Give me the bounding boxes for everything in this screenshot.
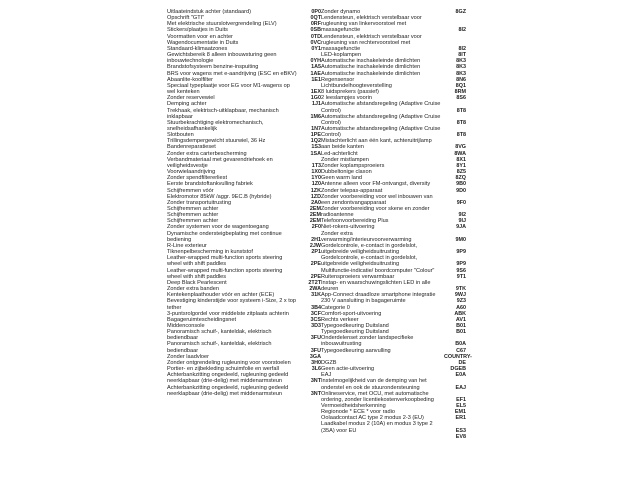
option-code: 1PE (310, 132, 321, 139)
option-code: 9P9 (456, 261, 466, 268)
option-code: 2P1 (311, 249, 321, 256)
option-code: 1G0 (310, 95, 321, 102)
option-description: Automatische inschakeleinde dimlichten (321, 64, 421, 71)
option-description: Categorie 0 (321, 304, 350, 311)
option-code: 9P9 (456, 249, 466, 256)
option-code: 9JA (456, 224, 466, 231)
option-code: 1A5 (311, 64, 321, 71)
option-code: 8Y1 (456, 162, 466, 169)
option-description: Zonder telepas-apparaat (321, 187, 383, 194)
option-code: 2WA (309, 286, 321, 293)
option-row (321, 206, 466, 218)
option-code: 3FU (310, 335, 321, 342)
option-code: 2EM (309, 206, 321, 212)
option-description: Typegoedkeuring Duitsland (321, 322, 389, 329)
option-code: B01 (456, 329, 466, 336)
option-row (167, 341, 321, 353)
option-description: Schijfremmen achter (167, 206, 219, 212)
option-code: 1EX (310, 89, 321, 96)
option-description: Automatische afstandsregeling (Adaptive Cruise Control) (321, 125, 441, 139)
option-row (167, 157, 321, 169)
option-description: Stickers/plaatjes in Duits (167, 27, 228, 34)
option-description: Schijfremmen achter (167, 212, 219, 219)
option-description: Schijfremmen vóór (167, 187, 214, 194)
option-code: 9Z3 (456, 298, 466, 305)
option-description: Opschrift "GTI" (167, 15, 205, 22)
option-code: 1ZD (310, 193, 321, 200)
option-code: EL5 (456, 403, 466, 409)
option-description: Onderdelenset zonder landspecifieke inbouwuitrusting (321, 335, 414, 348)
option-code: 1S3 (311, 144, 321, 151)
option-description: Multifunctie-indicatie/ boordcomputer "Colour" (321, 267, 435, 274)
option-description: BRS voor wagens met e-aandrijving (ESC en eBKV) (167, 70, 297, 77)
option-description: Elektromotor 85kW /aggr. 9EC.B (hybride) (167, 193, 272, 200)
option-description: Uitlaateindstuk achter (standaard) (167, 9, 251, 15)
option-row (321, 243, 466, 255)
option-code: 2PE (310, 261, 321, 268)
option-code: 8RM (454, 89, 466, 96)
option-description: Telefoonvoorbereiding Plus (321, 218, 389, 225)
option-code: 0VC (310, 39, 321, 46)
option-description: Oolaadcontact AC type 2 modus 2-3 (EU) (321, 415, 424, 422)
option-description: Zonder ontgrendeling rugleuning voor voorstoelen (167, 359, 291, 366)
option-description: Zonder reservewiel (167, 95, 215, 102)
option-description: Verbandmateriaal met gevarendriehoek en veiligheidsvestje (167, 156, 273, 169)
option-code: C67 (456, 347, 466, 354)
option-code: B01 (456, 322, 466, 329)
option-description: Regensensor (321, 76, 355, 83)
option-code: ES3 (455, 427, 466, 434)
option-description: Achterbankzitting ongedeeld, rugleuning gedeeld neerklapbaar (drie-delig) met middenarmsteun (167, 372, 289, 385)
option-code: 9B0 (456, 181, 466, 188)
option-description: Lendensteun, elektrisch verstelbaar voor rugleuning van rechtervoorstoel met massagefunctie (321, 33, 422, 52)
option-code: 1J1 (312, 101, 321, 108)
option-description: Leather-wrapped multi-function sports steering wheel with shift paddles (167, 267, 283, 280)
option-row (321, 421, 466, 433)
option-description: Bagageruimtescheidingsnet (167, 316, 237, 323)
option-code: A60 (456, 304, 466, 311)
option-code: 9IJ (458, 218, 466, 225)
option-code: 1SA (310, 150, 321, 157)
option-code: 9TK (455, 286, 466, 293)
option-description: Zonder koplampsproeiers (321, 162, 385, 169)
option-description: R-Line exterieur (167, 242, 207, 249)
option-description: Leather-wrapped multi-function sports steering wheel with shift paddles (167, 255, 283, 268)
option-code: 9WJ (454, 292, 466, 299)
option-description: Ruitensproeiers verwarmbaar (321, 273, 395, 280)
option-description: Zonder extra banden (167, 286, 219, 293)
option-code: 31K (311, 292, 321, 299)
option-description: Zonder extra verwarming/interieurvoorverwarming (321, 230, 412, 243)
option-description: Deep Black Pearlescent (167, 279, 227, 286)
option-description: Antenne alleen voor FM-ontvangst, diversity (321, 181, 431, 188)
option-code: 8T8 (456, 132, 466, 139)
option-description: Mistachterlicht aan één kant, achteruitrijlamp aan beide kanten (321, 138, 432, 151)
option-description: Zonder voorbereiding voor wel inbouwen van een zendontvangapparaat (321, 193, 433, 206)
option-description: Abaanlite-koolfilter (167, 76, 214, 83)
option-row (321, 126, 466, 138)
option-code: DGEB (450, 366, 466, 373)
equipment-list-left (167, 9, 321, 397)
option-description: DGZB (321, 359, 337, 366)
option-row (321, 280, 466, 292)
option-description: Onlineservice, met OCU, met automatische ordering, zonder licentiekostenverkoopbeding (321, 390, 434, 403)
option-code: 1T3 (311, 162, 321, 169)
option-description: Middenconsole (167, 322, 205, 329)
option-row (321, 194, 466, 206)
option-code: AV1 (455, 316, 466, 323)
option-description: Dubbeltonige claxon (321, 169, 372, 176)
option-description: Trekhaak, elektrisch-uitklapbaar, mechanisch inklapbaar (167, 107, 279, 120)
option-description: Instap- en waarschuwingslichten LED in alle deuren (321, 279, 431, 293)
option-code: 8WA (454, 150, 466, 157)
option-row (321, 231, 466, 243)
option-row (321, 434, 466, 440)
option-code: 3B4 (311, 304, 321, 311)
option-code: 3D3 (311, 322, 321, 329)
option-row (321, 335, 466, 347)
option-description: Zonder mistlampen (321, 156, 369, 163)
option-code: 2JW (309, 242, 321, 249)
option-description: Zonder transportuitrusting (167, 199, 232, 206)
option-description: Bevestiging kinderstijde voor systeem i-Size, 2 x top tether (167, 298, 297, 311)
option-code: 3NT (310, 390, 321, 397)
option-code: 1M6 (310, 113, 321, 120)
option-description: Voorwielaandrijving (167, 169, 216, 176)
option-row (321, 101, 466, 113)
option-code: 0RF (310, 21, 321, 28)
option-code: 3NT (310, 378, 321, 385)
option-description: Panoramisch schuif-, kanteldak, elektrisch bediendbaar (167, 341, 272, 354)
option-row (321, 15, 466, 33)
option-description: Zonder voorbereiding voor skene en zonder radioantenne (321, 206, 430, 219)
option-code: 1ZK (310, 187, 321, 194)
option-description: Comfort-sport-uitvoering (321, 310, 382, 317)
option-description: EAJ (321, 372, 332, 379)
option-row (167, 83, 321, 95)
option-code: 8T8 (456, 119, 466, 126)
option-description: Zonder laadvloer (167, 353, 209, 360)
option-code: ER1 (455, 415, 466, 422)
option-description: LED-koplampen (321, 52, 362, 59)
option-code: 1N7 (311, 125, 321, 132)
option-description: Voormatten voor en achter (167, 33, 233, 40)
option-code: 9I2 (458, 212, 466, 219)
option-code: 9F0 (456, 199, 466, 206)
option-code: ABK (454, 310, 466, 317)
option-description: Slotbouten (167, 132, 194, 139)
option-row (167, 329, 321, 341)
option-code: 3H0 (311, 359, 321, 366)
option-code: 0P0 (311, 9, 321, 15)
option-code: 2EM (309, 212, 321, 219)
option-description: Speciaal typeplaatje voor EG voor M1-wagens op wel kenteken (167, 82, 290, 96)
option-description: Schijfremmen achter (167, 218, 219, 225)
option-description: Lendensteun, elektrisch verstelbaar voor rugleuning van linkervoorstoel met massagefunctie (321, 15, 422, 34)
option-code: 3L6 (311, 366, 321, 373)
option-code: 3FU (310, 347, 321, 354)
option-description: Niet-rokers-uitvoering (321, 224, 375, 231)
option-code: 2H1 (311, 236, 321, 243)
option-description: Stuurbekrachtiging elektromechanisch, snelheidsafhankelijk (167, 119, 264, 132)
option-code: 1E1 (311, 76, 321, 83)
option-description: 2 leeslampjes voorin (321, 95, 372, 102)
option-description: Portier- en zijbekleding schuimfolie en werfall (167, 366, 279, 373)
option-description: Rechts verkeer (321, 316, 359, 323)
option-row (321, 353, 472, 366)
option-description: Demping achter (167, 101, 207, 108)
option-description: Led-achterlicht (321, 150, 358, 157)
option-description: Zonder dynamo (321, 9, 361, 15)
option-row (321, 34, 466, 52)
option-code: 8K3 (456, 64, 466, 71)
option-description: Trillingsdempergewicht stuurwiel, 36 Hz (167, 138, 266, 145)
option-description: Panoramisch schuif-, kanteldak, elektrisch bediendbaar (167, 329, 272, 342)
option-code: 8VG (455, 144, 466, 151)
option-code: 8GZ (455, 9, 466, 15)
option-code: E0A (455, 372, 466, 379)
option-code: 1Z0 (311, 181, 321, 188)
equipment-list-right (321, 9, 472, 440)
option-code: 3GA (309, 353, 321, 360)
option-code: 2EM (309, 218, 321, 225)
option-code: 9T1 (456, 273, 466, 280)
option-description: Bandenreparatieset (167, 144, 216, 151)
option-code: 1AE (310, 70, 321, 77)
option-code: 1Q2 (310, 138, 321, 145)
option-code: 8ZQ (455, 175, 466, 182)
option-code: B0A (455, 341, 466, 348)
option-description: Gewichtsbereik 8 alleen inbouwsturing geen inbouwtechnologie (167, 52, 277, 65)
option-code: 8X1 (456, 156, 466, 163)
option-description: Zonder systemen voor de wagentoegang (167, 224, 269, 231)
option-code: 3CF (310, 310, 321, 317)
option-row (167, 255, 321, 267)
option-code: 0YH (310, 58, 321, 65)
option-code: EM1 (454, 409, 466, 416)
option-description: 230 V aansluiting in bagageruimte (321, 298, 406, 305)
option-description: Regionode * ECE * voor radio (321, 409, 396, 416)
option-code: EF1 (456, 396, 466, 403)
option-description: Standaard-klimaatzones (167, 45, 228, 52)
option-description: Lichtbundelhoogteverstelling (321, 82, 392, 89)
option-description: 3-puntsrolgordel voor middelste zitplaats achterin (167, 310, 289, 317)
option-code: 8IT (458, 52, 466, 59)
option-row (167, 268, 321, 280)
option-code: 8K3 (456, 70, 466, 77)
option-description: Typegoedkeuring aanvulling (321, 347, 391, 354)
option-description: Automatische inschakeleinde dimlichten (321, 58, 421, 65)
option-description: Gordelcontrole, e-contact in gordelslot, uitgebreide veiligheidsuitrusting (321, 242, 418, 256)
option-description: Automatische afstandsregeling (Adaptive Cruise Control) (321, 113, 441, 126)
option-description: Vermoeidheidsherkenning (321, 403, 386, 409)
option-code: 8T8 (456, 107, 466, 114)
option-code: 8I2 (458, 27, 466, 34)
option-code: 8Q1 (455, 82, 466, 89)
option-code: 2T2T (308, 279, 321, 286)
option-code: 8Z5 (456, 169, 466, 176)
option-code: 3CS (310, 316, 321, 323)
option-description: Met elektrische stuurslotvergrendeling (ELV) (167, 21, 277, 28)
option-description: Zonder extra carterbescherming (167, 150, 247, 157)
option-description: Dynamische ondersteigbeplating met continue bediening (167, 230, 282, 243)
option-description: Achterbankzitting ongedeeld, rugleuning gedeeld neerklapbaar (drie-delig) met middenarmsteun (167, 384, 289, 397)
option-row (321, 255, 466, 267)
option-description: Automatische inschakeleinde dimlichten (321, 70, 421, 77)
option-code: 0TD (310, 33, 321, 40)
option-description: Geen actie-uitvoering (321, 366, 375, 373)
option-code: 0Y1 (311, 45, 321, 52)
option-row (167, 385, 321, 397)
option-description: Tiknenpelbescherming in kunststof (167, 249, 253, 256)
option-code: 8N6 (456, 76, 466, 83)
option-code: 8I2 (458, 45, 466, 52)
option-description: App-Connect draadloze smartphone integratie (321, 292, 436, 299)
option-description: Eerste brandstoftankvulling fabriek (167, 181, 253, 188)
option-row (167, 372, 321, 384)
option-description: Laadkabel modus 2 (10A) en modus 3 type 2 (35A) voor EU (321, 421, 433, 434)
option-description: Typegoedkeuring Duitsland (321, 329, 389, 336)
option-description: 8 luidsprekers (passief) (321, 89, 379, 96)
option-code: 9D0 (456, 187, 466, 194)
option-row (167, 298, 321, 310)
option-row (167, 231, 321, 243)
option-description: Kentekenplaathouder vóór en achter (ECE) (167, 292, 275, 299)
option-code: EAJ (455, 384, 466, 391)
option-code: 2PE (310, 273, 321, 280)
option-code: EV8 (455, 433, 466, 440)
option-description: Instelmogelijkheid van de demping van het onderstel en ook de stuurondersteuning (321, 378, 427, 391)
option-description: Wagendocumentatie in Duits (167, 39, 239, 46)
option-description: Automatische afstandsregeling (Adaptive Cruise Control) (321, 101, 441, 114)
option-code: 0SB (310, 27, 321, 34)
option-row (167, 108, 321, 120)
option-row (321, 378, 466, 390)
option-code: 9S6 (456, 267, 466, 274)
option-code: 2A0 (311, 199, 321, 206)
option-row (167, 52, 321, 64)
option-code: 2F0 (311, 224, 321, 231)
option-row (321, 391, 466, 403)
option-code: 8K3 (456, 58, 466, 65)
option-code: 1Y0 (311, 175, 321, 182)
option-description: Geen warm land (321, 175, 363, 182)
option-row (321, 114, 466, 126)
option-code: 0QT (310, 15, 321, 22)
option-description: Gordelcontrole, e-contact in gordelslot, uitgebreide veiligheidsuitrusting (321, 255, 418, 268)
option-code: 8S6 (456, 95, 466, 102)
option-row (321, 138, 466, 150)
option-row (167, 120, 321, 132)
option-code: 1X0 (311, 169, 321, 176)
option-description: Brandstofsysteem benzine-inspuiting (167, 64, 259, 71)
option-code: COUNTRY-DE (444, 353, 472, 366)
option-code: 9M0 (455, 236, 466, 243)
option-description: Zonder spendfiltererliest (167, 175, 228, 182)
